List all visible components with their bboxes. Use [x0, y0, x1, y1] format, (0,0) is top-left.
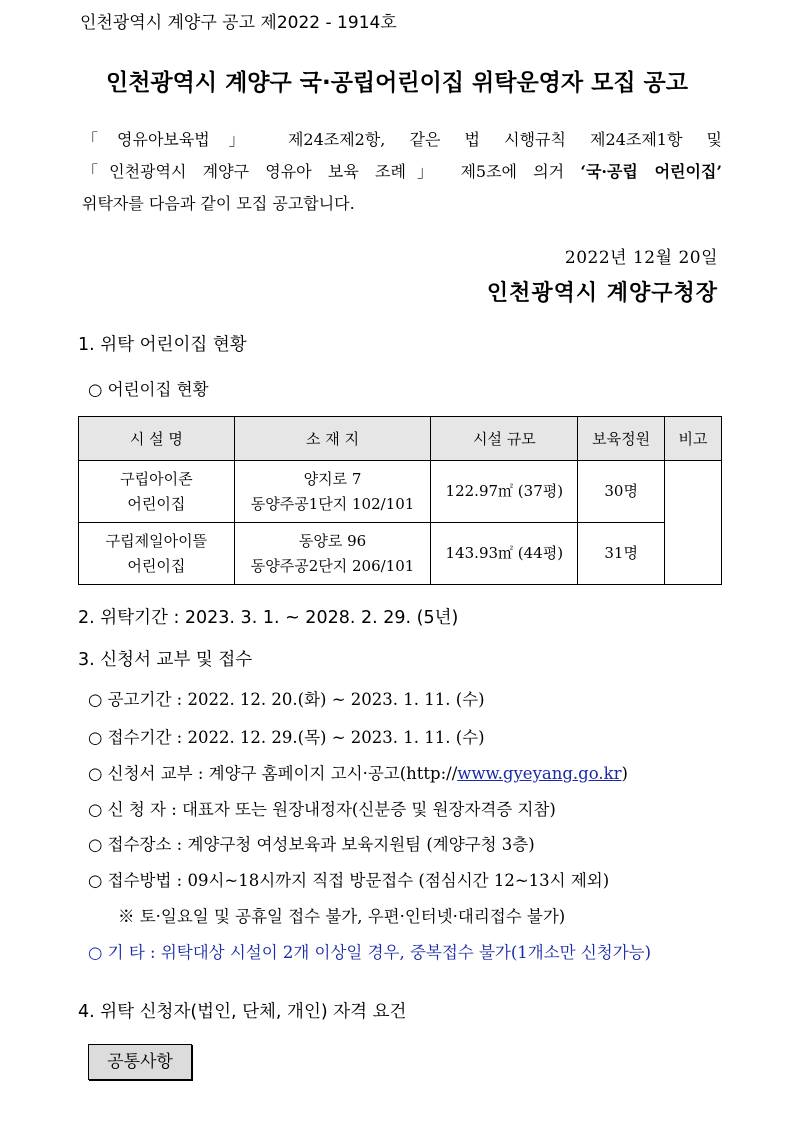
intro-line-2-text: 「인천광역시 계양구 영유아 보육 조례」 제5조에 의거 — [82, 162, 581, 181]
common-requirements-label: 공통사항 — [88, 1044, 192, 1080]
intro-line-2 — [82, 156, 722, 188]
location-line2: 동양주공1단지 102/101 — [250, 494, 415, 513]
form-distribution-close: ) — [621, 764, 628, 783]
section-1-bullet: ○ 어린이집 현황 — [88, 380, 209, 399]
cell-location — [234, 461, 431, 523]
page-title: 인천광역시 계양구 국·공립어린이집 위탁운영자 모집 공고 — [105, 70, 688, 96]
cell-facility-name — [79, 461, 235, 523]
cell-remark — [665, 461, 722, 585]
cell-facility-size: 143.93㎡ (44평) — [431, 523, 578, 585]
intro-paragraph — [82, 124, 722, 220]
receipt-period-item: ○ 접수기간 : 2022. 12. 29.(목) ~ 2023. 1. 11. (수) — [88, 728, 485, 747]
facility-name-line1: 구립제일아이뜰 — [105, 531, 208, 550]
cell-facility-size: 122.97㎡ (37평) — [431, 461, 578, 523]
cell-capacity: 31명 — [578, 523, 665, 585]
cell-location — [234, 523, 431, 585]
table-row — [79, 523, 722, 585]
applicant-item: ○ 신 청 자 : 대표자 또는 원장내정자(신분증 및 원장자격증 지참) — [88, 800, 556, 819]
header-facility-size: 시설 규모 — [431, 417, 578, 461]
form-distribution-item — [88, 760, 628, 784]
notice-number: 인천광역시 계양구 공고 제2022 - 1914호 — [80, 13, 397, 33]
table-row — [79, 461, 722, 523]
cell-capacity: 30명 — [578, 461, 665, 523]
homepage-link[interactable]: www.gyeyang.go.kr — [457, 764, 622, 783]
section-2-heading: 2. 위탁기간 : 2023. 3. 1. ~ 2028. 2. 29. (5년) — [78, 608, 459, 628]
cell-facility-name — [79, 523, 235, 585]
form-distribution-text: ○ 신청서 교부 : 계양구 홈페이지 고시·공고(http:// — [88, 764, 458, 783]
facility-name-line1: 구립아이존 — [120, 469, 193, 488]
header-capacity: 보육정원 — [578, 417, 665, 461]
facility-name-line2: 어린이집 — [127, 556, 186, 575]
notice-date: 2022년 12월 20일 — [564, 248, 718, 268]
facility-name-line2: 어린이집 — [127, 494, 186, 513]
section-3-heading: 3. 신청서 교부 및 접수 — [78, 650, 253, 670]
issuer-name: 인천광역시 계양구청장 — [486, 280, 718, 306]
header-remark: 비고 — [665, 417, 722, 461]
intro-line-3: 위탁자를 다음과 같이 모집 공고합니다. — [82, 194, 355, 213]
intro-line-2-emphasis: ‘국·공립 어린이집’ — [580, 162, 722, 181]
header-location: 소 재 지 — [234, 417, 431, 461]
receipt-place-item: ○ 접수장소 : 계양구청 여성보육과 보육지원팀 (계양구청 3층) — [88, 835, 535, 854]
receipt-note: ※ 토·일요일 및 공휴일 접수 불가, 우편·인터넷·대리접수 불가) — [118, 907, 566, 926]
location-line1: 양지로 7 — [303, 469, 362, 488]
receipt-method-item: ○ 접수방법 : 09시~18시까지 직접 방문접수 (점심시간 12~13시 제외) — [88, 871, 610, 890]
other-item: ○ 기 타 : 위탁대상 시설이 2개 이상일 경우, 중복접수 불가(1개소만 신청가능) — [88, 943, 652, 962]
table-header-row — [79, 417, 722, 461]
location-line2: 동양주공2단지 206/101 — [250, 556, 415, 575]
intro-line-1: 「영유아보육법」 제24조제2항, 같은 법 시행규칙 제24조제1항 및 — [82, 130, 722, 149]
notice-period-item: ○ 공고기간 : 2022. 12. 20.(화) ~ 2023. 1. 11. (수) — [88, 690, 485, 709]
facility-table — [78, 416, 722, 585]
section-1-heading: 1. 위탁 어린이집 현황 — [78, 335, 247, 355]
location-line1: 동양로 96 — [298, 531, 367, 550]
header-facility-name: 시 설 명 — [79, 417, 235, 461]
section-4-heading: 4. 위탁 신청자(법인, 단체, 개인) 자격 요건 — [78, 1002, 407, 1022]
